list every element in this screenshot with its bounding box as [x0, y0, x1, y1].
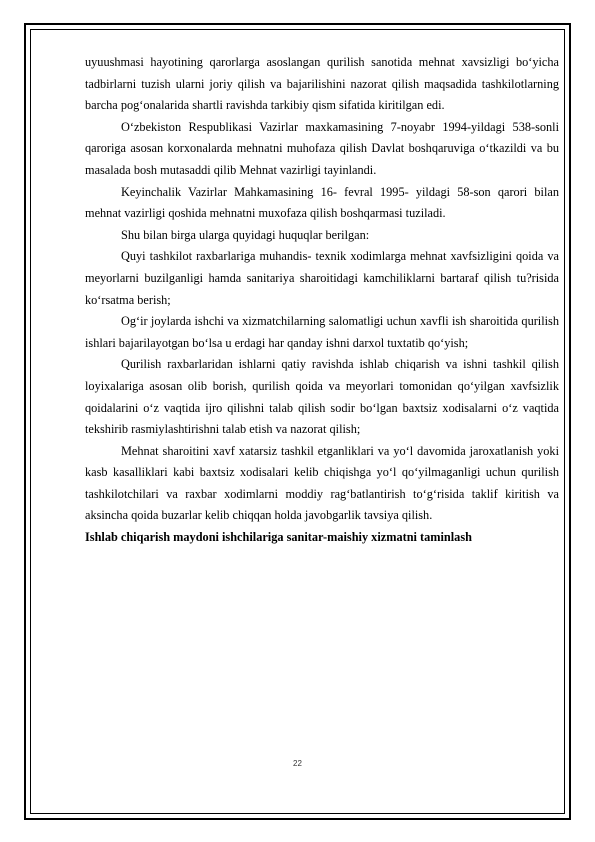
paragraph: O‘zbekiston Respublikasi Vazirlar maxkamasining 7-noyabr 1994-yildagi 538-sonli qaroriga asosan korxonalarda mehnatni muhofaza qilish Davlat boshqaruviga o‘tkazildi va bu masalada bosh mutasaddi qilib Mehnat vazirligi tayinlandi. [85, 119, 559, 177]
paragraph: uyuushmasi hayotining qarorlarga asoslangan qurilish sanotida mehnat xavsizligi bo‘yicha tadbirlarni tuzish ularni joriy qilish va bajarilishini nazorat qilish maqsadida tashkilotlarning barcha pog‘onalarida shartli ravishda tarkibiy qism sifatida kiritilgan edi. [85, 55, 559, 113]
paragraph: Keyinchalik Vazirlar Mahkamasining 16- fevral 1995- yildagi 58-son qarori bilan mehnat vazirligi qoshida mehnatni muxofaza qilish boshqarmasi tuziladi. [85, 184, 559, 221]
paragraph: Quyi tashkilot raxbarlariga muhandis- texnik xodimlarga mehnat xavfsizligini qoida va meyorlarni buzilganligi hamda sanitariya sharoitidagi kamchiliklarni bartaraf qilish tu?risida ko‘rsatma berish; [85, 249, 559, 307]
paragraph: Mehnat sharoitini xavf xatarsiz tashkil etganliklari va yo‘l davomida jaroxatlanish yoki kasb kasalliklari kabi baxtsiz xodisalari kelib chiqishga yo‘l qo‘yilmaganligi uchun qurilish tashkilotchilari va raxbar xodimlarni moddiy rag‘batlantirish to‘g‘risida taklif kiritish va aksincha qoida buzarlar kelib chiqqan holda javobgarlik tavsiya qilish. [85, 443, 559, 523]
paragraph: Shu bilan birga ularga quyidagi huquqlar berilgan: [121, 227, 370, 242]
paragraph: Og‘ir joylarda ishchi va xizmatchilarning salomatligi uchun xavfli ish sharoitida qurilish ishlari bajarilayotgan bo‘lsa u erdagi har qanday ishni darxol tuxtatib qo‘yish; [85, 314, 559, 350]
paragraph: Qurilish raxbarlaridan ishlarni qatiy ravishda ishlab chiqarish va ishni tashkil qilish loyixalariga asosan olib borish, qurilish qoida va meyorlari tomonidan qo‘yilgan xavfsizlik qoidalarini o‘z vaqtida ijro qilishni talab qilish sodir bo‘lgan baxtsiz xodisalarni o‘z vaqtida tekshirib rasmiylashtirishni talab etish va nazorat qilish; [85, 357, 559, 437]
section-heading: Ishlab chiqarish maydoni ishchilariga sanitar-maishiy xizmatni taminlash [85, 530, 472, 545]
document-body [85, 52, 559, 549]
page-number: 22 [293, 759, 302, 768]
